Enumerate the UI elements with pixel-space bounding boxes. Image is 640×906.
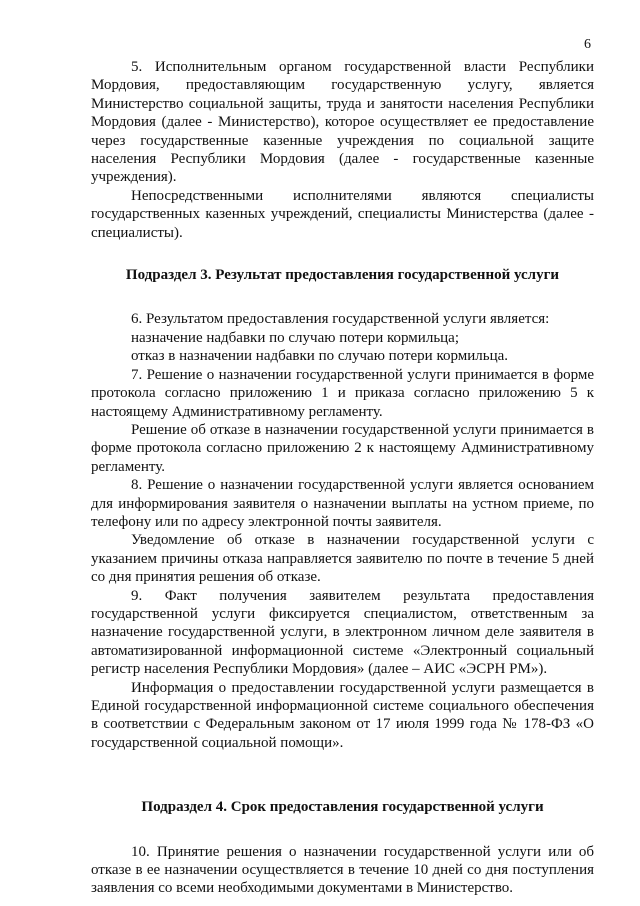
paragraph: Уведомление об отказе в назначении государственной услуги с указанием причины отказа направляется заявителю по почте в течение 5 дней со дня принятия решения об отказе. bbox=[91, 532, 594, 586]
paragraph: Непосредственными исполнителями являются специалисты государственных казенных учреждений, специалисты Министерства (далее - специалисты). bbox=[91, 187, 594, 241]
list-item: назначение надбавки по случаю потери кормильца; bbox=[131, 329, 460, 346]
paragraph: Информация о предоставлении государственной услуги размещается в Единой государственной информационной системе социального обеспечения в соответствии с Федеральным законом от 17 июля 1999 года № 178-ФЗ «О государственной социальной помощи». bbox=[91, 679, 594, 751]
paragraph: 7. Решение о назначении государственной услуги принимается в форме протокола согласно приложению 1 и приказа согласно приложению 5 к настоящему Административному регламенту. bbox=[91, 366, 594, 420]
paragraph: 5. Исполнительным органом государственной власти Республики Мордовия, предоставляющим государственную услугу, является Министерство социальной защиты, труда и занятости населения Республики Мордовия (далее - Министерство), которое осуществляет ее предоставление через государственные казенные учреждения по социальной защите населения Республики Мордовия (далее - государственные казенные учреждения). bbox=[91, 59, 594, 186]
list-item: отказ в назначении надбавки по случаю потери кормильца. bbox=[131, 348, 509, 365]
section-heading: Подраздел 3. Результат предоставления государственной услуги bbox=[125, 267, 560, 284]
paragraph: Решение об отказе в назначении государственной услуги принимается в форме протокола согласно приложению 2 к настоящему Административному регламенту. bbox=[91, 421, 594, 475]
paragraph: 10. Принятие решения о назначении государственной услуги или об отказе в ее назначении осуществляется в течение 10 дней со дня поступления заявления со всеми необходимыми документами в Министерство. bbox=[91, 843, 594, 897]
section-heading: Подраздел 4. Срок предоставления государственной услуги bbox=[141, 799, 544, 816]
page-number: 6 bbox=[584, 37, 591, 52]
paragraph: 6. Результатом предоставления государственной услуги является: bbox=[131, 311, 550, 328]
paragraph: 8. Решение о назначении государственной услуги является основанием для информирования заявителя о назначении выплаты на устном приеме, по телефону или по адресу электронной почты заявителя. bbox=[91, 477, 594, 530]
paragraph: 9. Факт получения заявителем результата предоставления государственной услуги фиксируется специалистом, ответственным за назначение государственной услуги, в электронном личном деле заявителя в автоматизированной информационной системе «Электронный социальный регистр населения Республики Мордовия» (далее – АИС «ЭСРН РМ»). bbox=[91, 587, 594, 678]
document-body bbox=[91, 58, 594, 898]
